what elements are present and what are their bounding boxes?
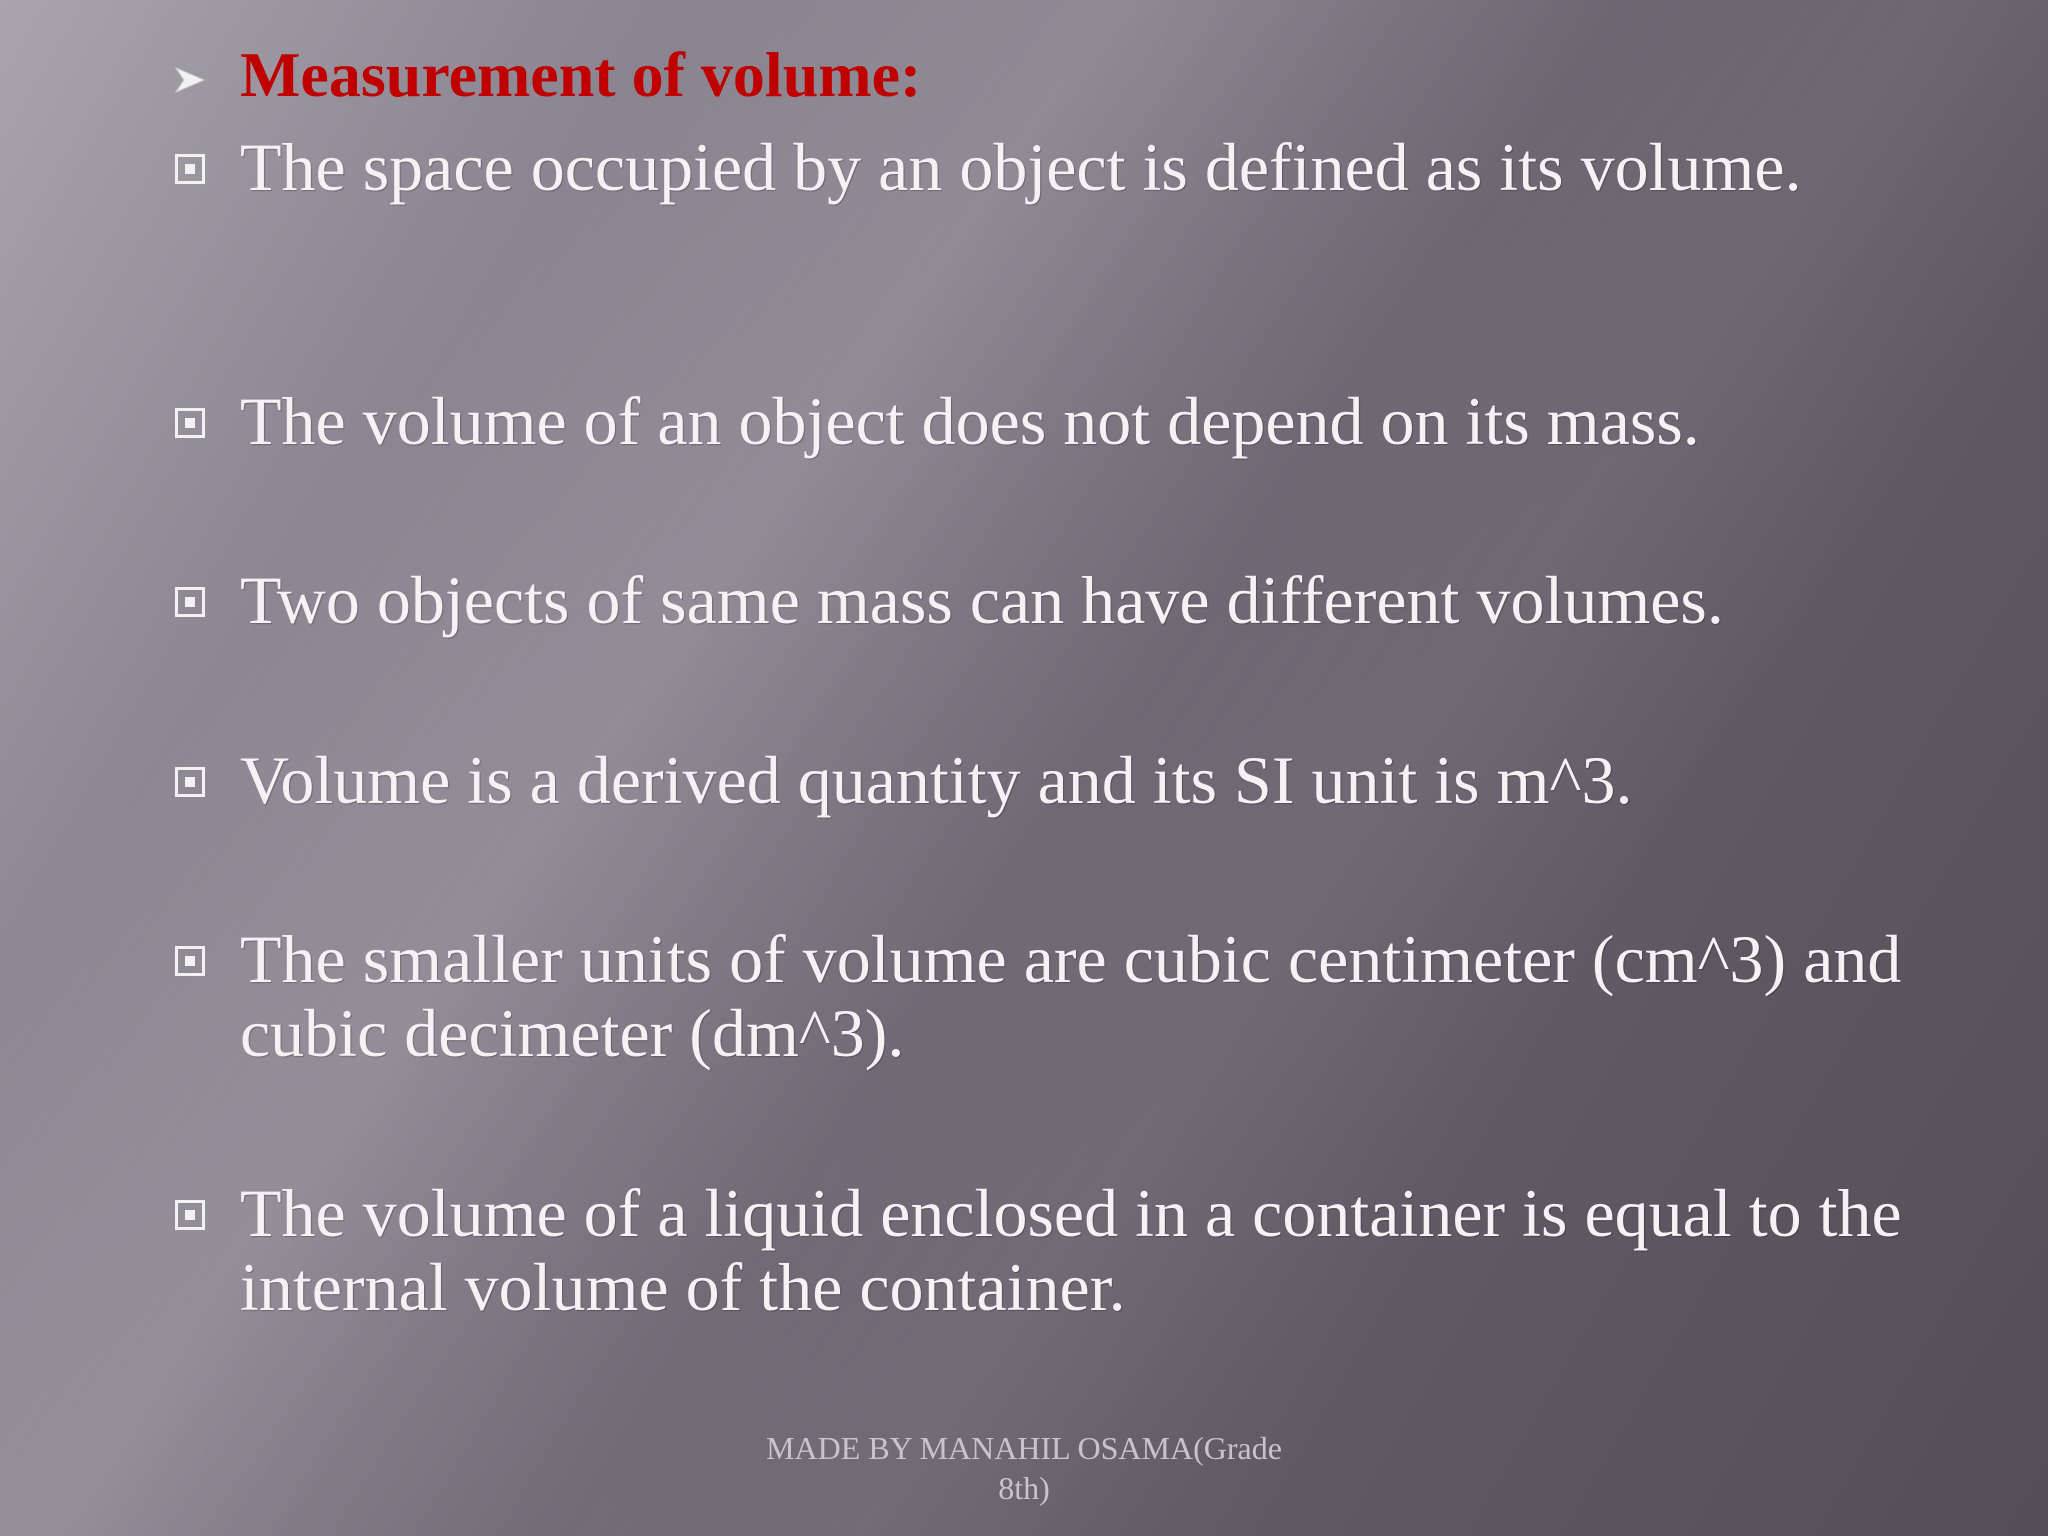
square-bullet-icon [175,587,205,617]
square-bullet-icon [175,767,205,797]
bullet-text: The space occupied by an object is defined as its volume. [240,129,1802,205]
bullet-item [140,922,1940,1070]
square-bullet-icon [175,408,205,438]
bullet-item [140,1176,1940,1324]
square-bullet-icon [175,154,205,184]
bullet-text: The volume of a liquid enclosed in a container is equal to the internal volume of the container. [240,1175,1902,1325]
slide-title: Measurement of volume: [240,39,922,110]
footer-line: MADE BY MANAHIL OSAMA(Grade [766,1430,1282,1466]
bullet-item [140,130,1940,204]
bullet-item [140,563,1940,637]
bullet-text: Two objects of same mass can have different volumes. [240,562,1724,638]
arrow-icon [172,62,208,98]
footer-credit [674,1428,1374,1508]
bullet-text: The volume of an object does not depend on its mass. [240,383,1700,459]
square-bullet-icon [175,1200,205,1230]
bullet-text: The smaller units of volume are cubic centimeter (cm^3) and cubic decimeter (dm^3). [240,921,1902,1071]
title-row [140,38,1940,112]
bullet-item [140,743,1940,817]
bullet-item [140,384,1940,458]
bullet-text: Volume is a derived quantity and its SI unit is m^3. [240,742,1633,818]
square-bullet-icon [175,946,205,976]
footer-line: 8th) [998,1470,1050,1506]
